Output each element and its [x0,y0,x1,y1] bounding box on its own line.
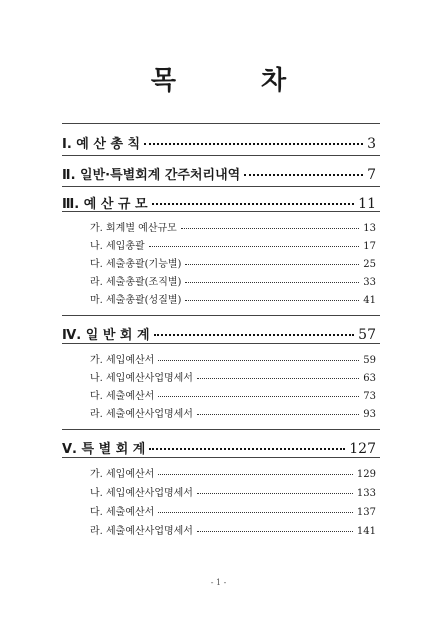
toc-section-label: Ⅱ. 일반·특별회계 간주처리내역 [62,168,241,183]
toc-item-label: 나. 세입예산사업명세서 [90,488,193,499]
toc-page-number: 93 [363,409,376,420]
dot-leader [149,246,360,247]
toc-page-number: 17 [363,241,376,252]
toc-item[interactable] [90,405,376,420]
toc-section-label: Ⅲ. 예 산 규 모 [62,197,148,212]
toc-page-number: 13 [363,223,376,234]
dot-leader [144,143,363,145]
toc-section[interactable] [62,438,376,457]
dot-leader [152,203,355,205]
toc-page-number: 127 [349,441,376,457]
toc-page-number: 41 [363,295,376,306]
dot-leader [149,448,345,450]
toc-page-number: 11 [358,196,376,212]
toc-section[interactable] [62,133,376,152]
toc-item[interactable] [90,273,376,288]
toc-section-label: Ⅳ. 일 반 회 계 [62,328,150,343]
toc-item[interactable] [90,522,376,537]
toc-item-label: 마. 세출총괄(성질별) [90,295,182,306]
dot-leader [185,300,359,301]
dot-leader [197,531,353,532]
toc-page-number: 133 [356,488,376,499]
toc-section[interactable] [62,164,376,183]
toc-item[interactable] [90,291,376,306]
dot-leader [197,493,353,494]
toc-item-label: 다. 세출예산서 [90,391,155,402]
toc-item[interactable] [90,465,376,480]
dot-leader [244,174,363,176]
toc-item[interactable] [90,351,376,366]
divider [62,155,380,156]
toc-item[interactable] [90,237,376,252]
dot-leader [158,360,359,361]
toc-section[interactable] [62,193,376,212]
dot-leader [197,414,359,415]
toc-item-label: 라. 세출예산사업명세서 [90,409,193,420]
divider [62,315,380,316]
divider [62,457,380,458]
dot-leader [185,264,359,265]
toc-item-label: 라. 세출예산사업명세서 [90,526,193,537]
toc-page-number: 141 [356,526,376,537]
toc-page-number: 25 [363,259,376,270]
dot-leader [154,334,355,336]
dot-leader [197,378,359,379]
divider [62,186,380,187]
toc-item[interactable] [90,219,376,234]
toc-item-label: 나. 세입예산사업명세서 [90,373,193,384]
toc-page-number: 7 [367,167,376,183]
divider [62,429,380,430]
toc-item[interactable] [90,369,376,384]
toc-page-number: 59 [363,355,376,366]
toc-item-label: 라. 세출총괄(조직별) [90,277,182,288]
toc-item-label: 다. 세출총괄(기능별) [90,259,182,270]
toc-section[interactable] [62,324,376,343]
toc-item[interactable] [90,484,376,499]
toc-item-label: 다. 세출예산서 [90,507,155,518]
toc-item-label: 나. 세입총괄 [90,241,145,252]
toc-page-number: 57 [358,327,376,343]
toc-section-label: Ⅰ. 예 산 총 칙 [62,137,141,152]
dot-leader [185,282,359,283]
toc-page-number: 137 [356,507,376,518]
toc-page-number: 63 [363,373,376,384]
toc-page-number: 3 [367,136,376,152]
toc-item-label: 가. 세입예산서 [90,355,155,366]
toc-item[interactable] [90,387,376,402]
toc-page-number: 73 [363,391,376,402]
toc-item[interactable] [90,503,376,518]
divider [62,123,380,124]
page-footer: - 1 - [210,578,227,587]
dot-leader [158,396,359,397]
toc-item-label: 가. 회계별 예산규모 [90,223,177,234]
dot-leader [158,474,353,475]
dot-leader [158,512,353,513]
toc-section-label: Ⅴ. 특 별 회 계 [62,442,146,457]
divider [62,343,380,344]
toc-item-label: 가. 세입예산서 [90,469,155,480]
toc-page-number: 33 [363,277,376,288]
page-title: 목 차 [150,66,325,96]
toc-page-number: 129 [356,469,376,480]
toc-item[interactable] [90,255,376,270]
divider [62,211,380,212]
dot-leader [181,228,359,229]
